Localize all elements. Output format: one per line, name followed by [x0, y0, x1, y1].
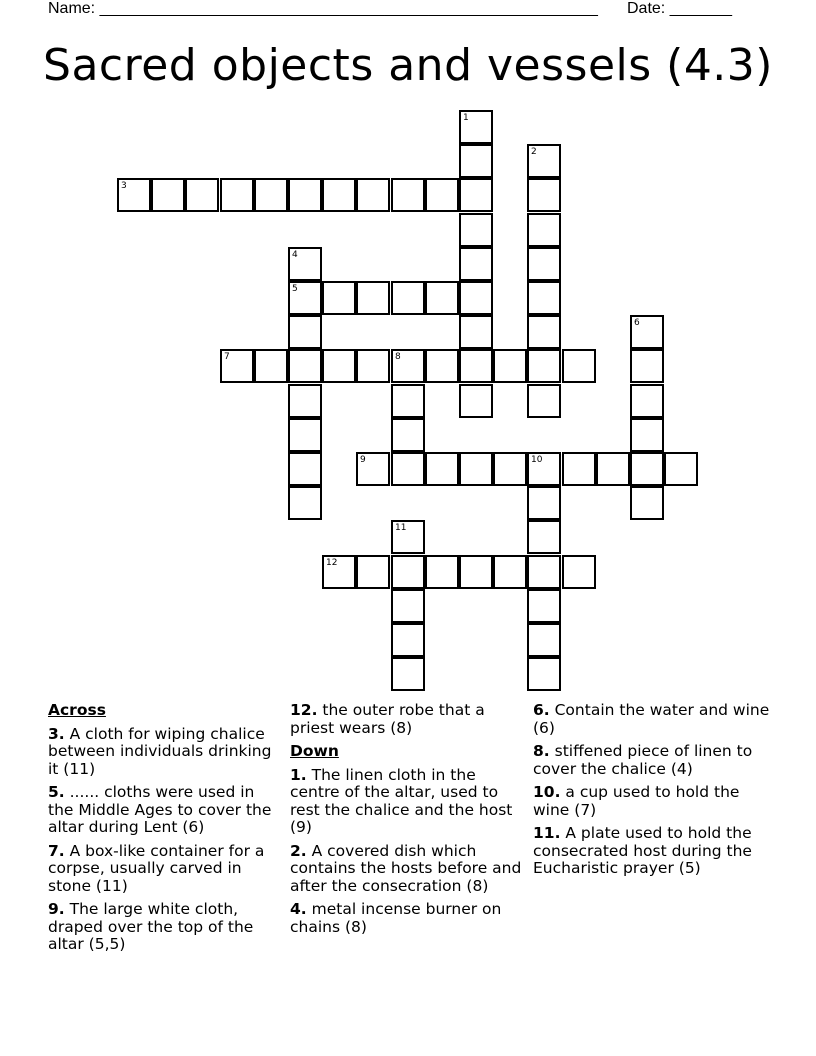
crossword-cell[interactable]: [459, 555, 493, 589]
clue-text: The linen cloth in the centre of the altar, used to rest the chalice and the host (9): [290, 765, 513, 836]
cell-number: 8: [395, 352, 401, 362]
clues-column-1: [48, 702, 280, 960]
crossword-cell[interactable]: [459, 110, 493, 144]
crossword-cell[interactable]: [630, 315, 664, 349]
crossword-cell[interactable]: [391, 657, 425, 691]
clue-number: 12.: [290, 701, 318, 719]
down-clue: [290, 767, 526, 837]
cell-number: 2: [531, 147, 537, 157]
crossword-cell[interactable]: [220, 178, 254, 212]
clue-text: the outer robe that a priest wears (8): [290, 701, 485, 737]
crossword-cell[interactable]: [425, 281, 459, 315]
cell-number: 7: [224, 352, 230, 362]
down-clue: [533, 702, 773, 737]
crossword-cell[interactable]: [527, 315, 561, 349]
crossword-cell[interactable]: [459, 213, 493, 247]
crossword-cell[interactable]: [288, 349, 322, 383]
crossword-cell[interactable]: [356, 178, 390, 212]
crossword-cell[interactable]: [288, 418, 322, 452]
across-clue: [48, 726, 280, 779]
cell-number: 4: [292, 250, 298, 260]
crossword-cell[interactable]: [391, 281, 425, 315]
crossword-cell[interactable]: [288, 486, 322, 520]
crossword-cell[interactable]: [288, 178, 322, 212]
cell-number: 3: [121, 181, 127, 191]
crossword-cell[interactable]: [459, 144, 493, 178]
across-clue: [290, 702, 526, 737]
down-clue: [533, 825, 773, 878]
across-clue: [48, 843, 280, 896]
cell-number: 11: [395, 523, 407, 533]
crossword-cell[interactable]: [527, 144, 561, 178]
crossword-cell[interactable]: [288, 384, 322, 418]
crossword-cell[interactable]: [527, 247, 561, 281]
crossword-cell[interactable]: [391, 349, 425, 383]
cell-number: 6: [634, 318, 640, 328]
name-field-label: Name: ________________________________________________________: [48, 0, 598, 17]
clue-text: stiffened piece of linen to cover the chalice (4): [533, 742, 753, 778]
crossword-cell[interactable]: [459, 384, 493, 418]
crossword-cell[interactable]: [322, 349, 356, 383]
crossword-cell[interactable]: [527, 555, 561, 589]
crossword-cell[interactable]: [288, 247, 322, 281]
across-clue: [48, 901, 280, 954]
crossword-cell[interactable]: [459, 178, 493, 212]
crossword-cell[interactable]: [459, 315, 493, 349]
clue-number: 2.: [290, 841, 307, 860]
clue-number: 9.: [48, 900, 65, 918]
crossword-cell[interactable]: [527, 384, 561, 418]
down-clue: [290, 843, 526, 896]
crossword-cell[interactable]: [527, 589, 561, 623]
crossword-cell[interactable]: [288, 452, 322, 486]
crossword-cell[interactable]: [630, 486, 664, 520]
crossword-cell[interactable]: [391, 589, 425, 623]
crossword-cell[interactable]: [185, 178, 219, 212]
crossword-cell[interactable]: [630, 384, 664, 418]
crossword-cell[interactable]: [459, 452, 493, 486]
clue-text: A box-like container for a corpse, usually carved in stone (11): [48, 841, 265, 895]
crossword-cell[interactable]: [391, 178, 425, 212]
clue-number: 5.: [48, 783, 65, 801]
crossword-cell[interactable]: [356, 555, 390, 589]
clue-text: ...... cloths were used in the Middle Ages to cover the altar during Lent (6): [48, 783, 272, 836]
crossword-cell[interactable]: [493, 452, 527, 486]
crossword-cell[interactable]: [459, 281, 493, 315]
clue-number: 8.: [533, 742, 550, 760]
clue-text: Contain the water and wine (6): [533, 701, 770, 737]
cell-number: 1: [463, 113, 469, 123]
cell-number: 12: [326, 558, 338, 568]
clue-number: 7.: [48, 841, 65, 860]
clue-text: The large white cloth, draped over the top of the altar (5,5): [48, 900, 254, 953]
crossword-cell[interactable]: [356, 452, 390, 486]
crossword-cell[interactable]: [425, 555, 459, 589]
across-clue: [48, 784, 280, 837]
date-field-label: Date: _______: [627, 0, 732, 17]
clues-column-2: [290, 702, 526, 942]
puzzle-title: Sacred objects and vessels (4.3): [43, 40, 773, 91]
clue-number: 11.: [533, 824, 561, 842]
crossword-cell[interactable]: [391, 520, 425, 554]
crossword-cell[interactable]: [527, 520, 561, 554]
clue-number: 6.: [533, 701, 550, 719]
crossword-cell[interactable]: [527, 657, 561, 691]
down-clue: [533, 743, 773, 778]
crossword-cell[interactable]: [527, 486, 561, 520]
crossword-cell[interactable]: [391, 452, 425, 486]
clue-text: A cloth for wiping chalice between individuals drinking it (11): [48, 724, 272, 778]
crossword-cell[interactable]: [425, 452, 459, 486]
crossword-cell[interactable]: [425, 178, 459, 212]
crossword-cell[interactable]: [288, 281, 322, 315]
crossword-cell[interactable]: [391, 384, 425, 418]
crossword-cell[interactable]: [596, 452, 630, 486]
down-clue: [533, 784, 773, 819]
crossword-cell[interactable]: [562, 349, 596, 383]
cell-number: 9: [360, 455, 366, 465]
crossword-cell[interactable]: [391, 623, 425, 657]
crossword-cell[interactable]: [562, 452, 596, 486]
crossword-cell[interactable]: [527, 452, 561, 486]
crossword-cell[interactable]: [254, 178, 288, 212]
clue-number: 1.: [290, 765, 307, 784]
crossword-cell[interactable]: [562, 555, 596, 589]
down-clue: [290, 901, 526, 936]
crossword-cell[interactable]: [664, 452, 698, 486]
clue-number: 10.: [533, 783, 561, 801]
crossword-cell[interactable]: [527, 178, 561, 212]
across-heading: Across: [48, 701, 106, 719]
clues-column-3: [533, 702, 773, 884]
crossword-cell[interactable]: [322, 555, 356, 589]
clue-text: A plate used to hold the consecrated host during the Eucharistic prayer (5): [533, 824, 752, 877]
crossword-cell[interactable]: [527, 213, 561, 247]
clue-text: A covered dish which contains the hosts before and after the consecration (8): [290, 841, 522, 895]
crossword-cell[interactable]: [527, 281, 561, 315]
crossword-cell[interactable]: [322, 281, 356, 315]
crossword-cell[interactable]: [459, 247, 493, 281]
down-heading: Down: [290, 742, 339, 760]
crossword-cell[interactable]: [391, 418, 425, 452]
clue-text: metal incense burner on chains (8): [290, 900, 502, 936]
clue-number: 4.: [290, 900, 307, 918]
crossword-cell[interactable]: [425, 349, 459, 383]
crossword-cell[interactable]: [630, 349, 664, 383]
clue-text: a cup used to hold the wine (7): [533, 783, 740, 819]
clue-number: 3.: [48, 724, 65, 743]
crossword-cell[interactable]: [288, 315, 322, 349]
cell-number: 5: [292, 284, 298, 294]
crossword-cell[interactable]: [527, 623, 561, 657]
crossword-cell[interactable]: [527, 349, 561, 383]
crossword-cell[interactable]: [117, 178, 151, 212]
crossword-cell[interactable]: [151, 178, 185, 212]
crossword-cell[interactable]: [220, 349, 254, 383]
crossword-cell[interactable]: [254, 349, 288, 383]
crossword-cell[interactable]: [356, 349, 390, 383]
crossword-cell[interactable]: [493, 555, 527, 589]
crossword-cell[interactable]: [322, 178, 356, 212]
crossword-cell[interactable]: [630, 418, 664, 452]
cell-number: 10: [531, 455, 543, 465]
crossword-cell[interactable]: [356, 281, 390, 315]
crossword-cell[interactable]: [493, 349, 527, 383]
crossword-cell[interactable]: [391, 555, 425, 589]
crossword-cell[interactable]: [630, 452, 664, 486]
crossword-cell[interactable]: [459, 349, 493, 383]
